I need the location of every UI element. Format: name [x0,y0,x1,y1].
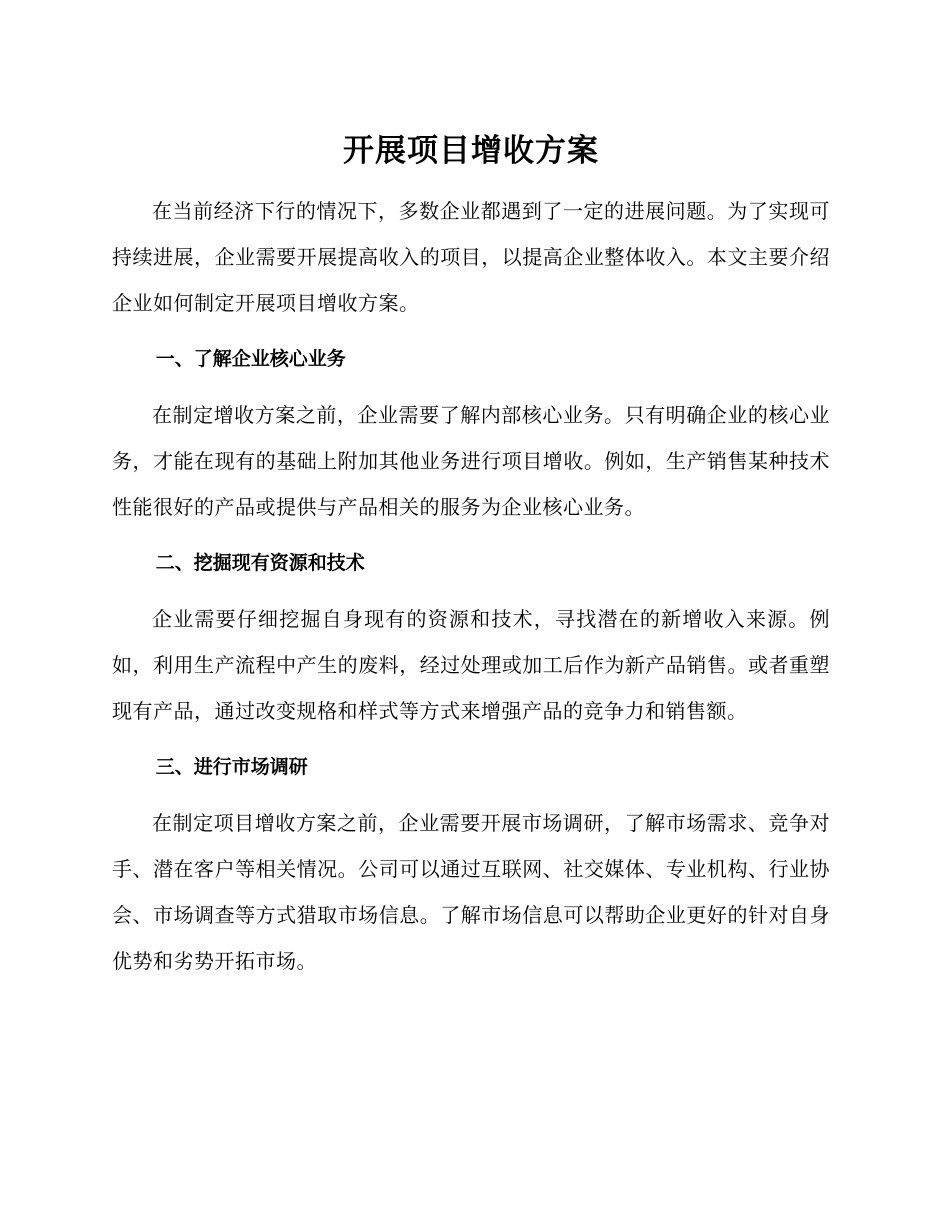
section-body-1: 在制定增收方案之前，企业需要了解内部核心业务。只有明确企业的核心业务，才能在现有的基础上附加其他业务进行项目增收。例如，生产销售某种技术性能很好的产品或提供与产品相关的服务为企业核心业务。 [112,403,830,519]
intro-paragraph: 在当前经济下行的情况下，多数企业都遇到了一定的进展问题。为了实现可持续进展，企业需要开展提高收入的项目，以提高企业整体收入。本文主要介绍企业如何制定开展项目增收方案。 [112,199,830,315]
document-page [112,128,830,984]
section-body-2: 企业需要仔细挖掘自身现有的资源和技术，寻找潜在的新增收入来源。例如，利用生产流程中产生的废料，经过处理或加工后作为新产品销售。或者重塑现有产品，通过改变规格和样式等方式来增强产品的竞争力和销售额。 [112,607,830,723]
document-title: 开展项目增收方案 [343,133,599,169]
section-heading-3: 三、进行市场调研 [155,756,308,778]
section-body-3: 在制定项目增收方案之前，企业需要开展市场调研，了解市场需求、竞争对手、潜在客户等相关情况。公司可以通过互联网、社交媒体、专业机构、行业协会、市场调查等方式猎取市场信息。了解市场信息可以帮助企业更好的针对自身优势和劣势开拓市场。 [112,811,830,973]
section-heading-2: 二、挖掘现有资源和技术 [155,552,365,574]
section-heading-1: 一、了解企业核心业务 [155,348,346,370]
